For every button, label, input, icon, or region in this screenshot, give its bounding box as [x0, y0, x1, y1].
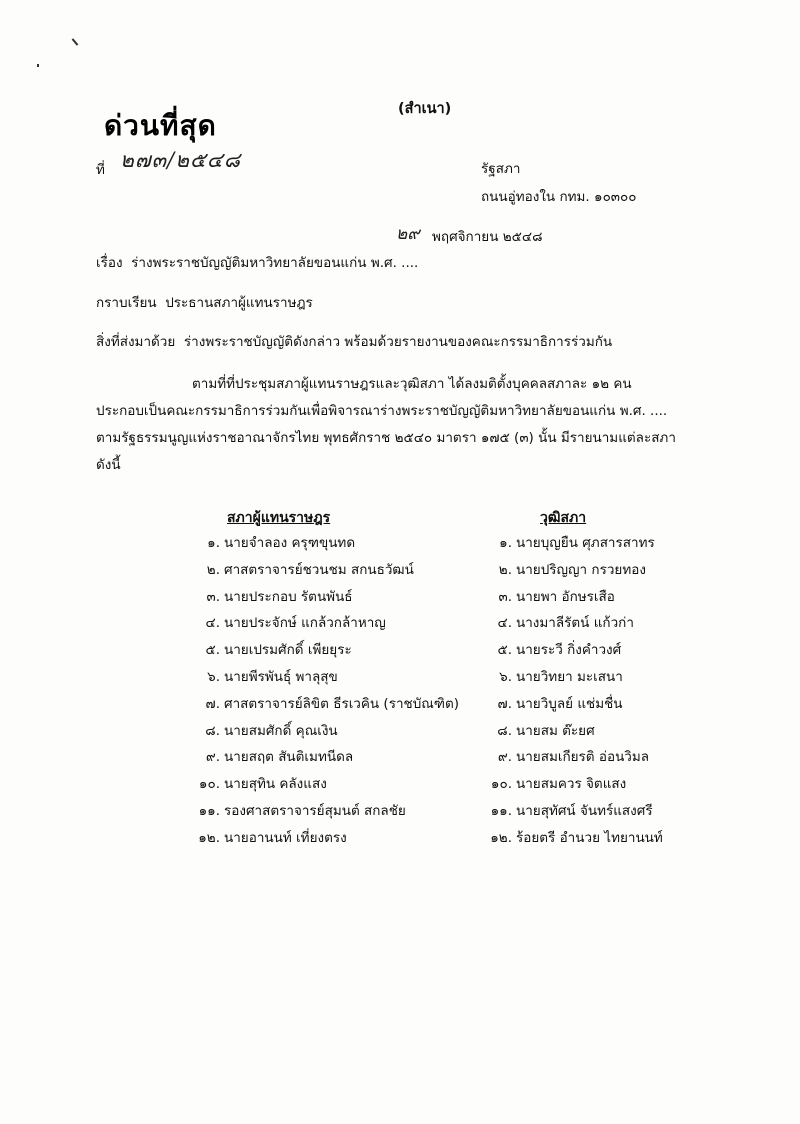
list-item: ๑๒. นายอานนท์ เที่ยงตรง [198, 829, 347, 846]
list-item: ๒. ศาสตราจารย์ชวนชม สกนธวัฒน์ [206, 561, 414, 578]
house-member-list [190, 530, 459, 852]
list-item: ๑๑. นายสุทัศน์ จันทร์แสงศรี [490, 802, 653, 819]
list-item: ๖. นายวิทยา มะเสนา [499, 668, 623, 685]
list-item: ๖. นายพีรพันธุ์ พาลุสุข [207, 668, 338, 685]
enclosure-text: ร่างพระราชบัญญัติดังกล่าว พร้อมด้วยรายงานของคณะกรรมาธิการร่วมกัน [183, 334, 613, 350]
list-item: ๓. นายประกอบ รัตนพันธ์ [206, 588, 353, 605]
list-item: ๑๒. ร้อยตรี อำนวย ไทยานนท์ [490, 829, 663, 846]
enclosure-line [96, 330, 612, 352]
recipient-line [96, 291, 313, 313]
body-line-3: ตามรัฐธรรมนูญแห่งราชอาณาจักรไทย พุทธศักราช ๒๕๔๐ มาตรา ๑๗๕ (๓) นั้น มีรายนามแต่ละสภา [96, 430, 676, 446]
subject-label: เรื่อง [96, 255, 123, 271]
list-item: ๓. นายพา อักษรเสือ [498, 588, 615, 605]
subject-line [96, 251, 418, 273]
list-item: ๙. นายสฤต สันติเมทนีดล [205, 749, 354, 766]
recipient-label: กราบเรียน [96, 295, 157, 311]
copy-label: (สำเนา) [398, 101, 452, 117]
urgent-stamp: ด่วนที่สุด [104, 109, 217, 142]
scan-speck [72, 38, 79, 45]
list-item: ๙. นายสมเกียรติ อ่อนวิมล [497, 749, 650, 766]
subject-text: ร่างพระราชบัญญัติมหาวิทยาลัยขอนแก่น พ.ศ. .... [131, 255, 419, 271]
list-item: ๘. นายสม ต๊ะยศ [497, 722, 595, 739]
list-item: ๑๐. นายสมควร จิตแสง [490, 776, 627, 793]
body-line-1: ตามที่ที่ประชุมสภาผู้แทนราษฎรและวุฒิสภา ได้ลงมติตั้งบุคคลสภาละ ๑๒ คน [192, 376, 632, 392]
ref-label: ที่ [96, 162, 105, 178]
list-item: ๒. นายปริญญา กรวยทอง [498, 561, 646, 578]
body-line-2: ประกอบเป็นคณะกรรมาธิการร่วมกันเพื่อพิจารณาร่างพระราชบัญญัติมหาวิทยาลัยขอนแก่น พ.ศ. .... [96, 403, 668, 419]
enclosure-label: สิ่งที่ส่งมาด้วย [96, 334, 176, 350]
list-item: ๔. นายประจักษ์ แกล้วกล้าหาญ [205, 615, 386, 632]
list-item: ๕. นายเปรมศักดิ์ เพียยุระ [205, 642, 352, 659]
sender-address: ถนนอู่ทองใน กทม. ๑๐๓๐๐ [481, 189, 637, 205]
recipient-text: ประธานสภาผู้แทนราษฎร [165, 295, 313, 311]
list-item: ๑. นายจำลอง ครุฑขุนทด [207, 535, 356, 551]
list-item: ๑. นายบุญยืน ศุภสารสาทร [499, 535, 655, 551]
list-item: ๕. นายระวี กิ่งคำวงศ์ [497, 642, 622, 659]
senate-member-list [482, 530, 663, 852]
sender-name: รัฐสภา [481, 161, 521, 177]
list-item: ๑๑. รองศาสตราจารย์สุมนต์ สกลชัย [198, 802, 406, 819]
list-item: ๔. นางมาลีรัตน์ แก้วก่า [497, 615, 634, 632]
date-day: ๒๙ [396, 224, 420, 244]
list-item: ๘. นายสมศักดิ์ คุณเงิน [205, 722, 338, 739]
list-item: ๗. นายวิบูลย์ แช่มชื่น [497, 695, 623, 712]
body-line-4: ดังนี้ [96, 457, 121, 473]
date-month-year: พฤศจิกายน ๒๕๔๘ [432, 229, 543, 245]
house-heading: สภาผู้แทนราษฎร [227, 510, 331, 526]
list-item: ๗. ศาสตราจารย์ลิขิต ธีรเวคิน (ราชบัณฑิต) [205, 695, 460, 712]
scan-speck [37, 64, 39, 67]
ref-number: ๒๗๓/๒๕๔๘ [120, 148, 241, 172]
body-paragraph [96, 371, 716, 479]
senate-heading: วุฒิสภา [540, 510, 587, 526]
list-item: ๑๐. นายสุทิน คลังแสง [198, 776, 327, 793]
